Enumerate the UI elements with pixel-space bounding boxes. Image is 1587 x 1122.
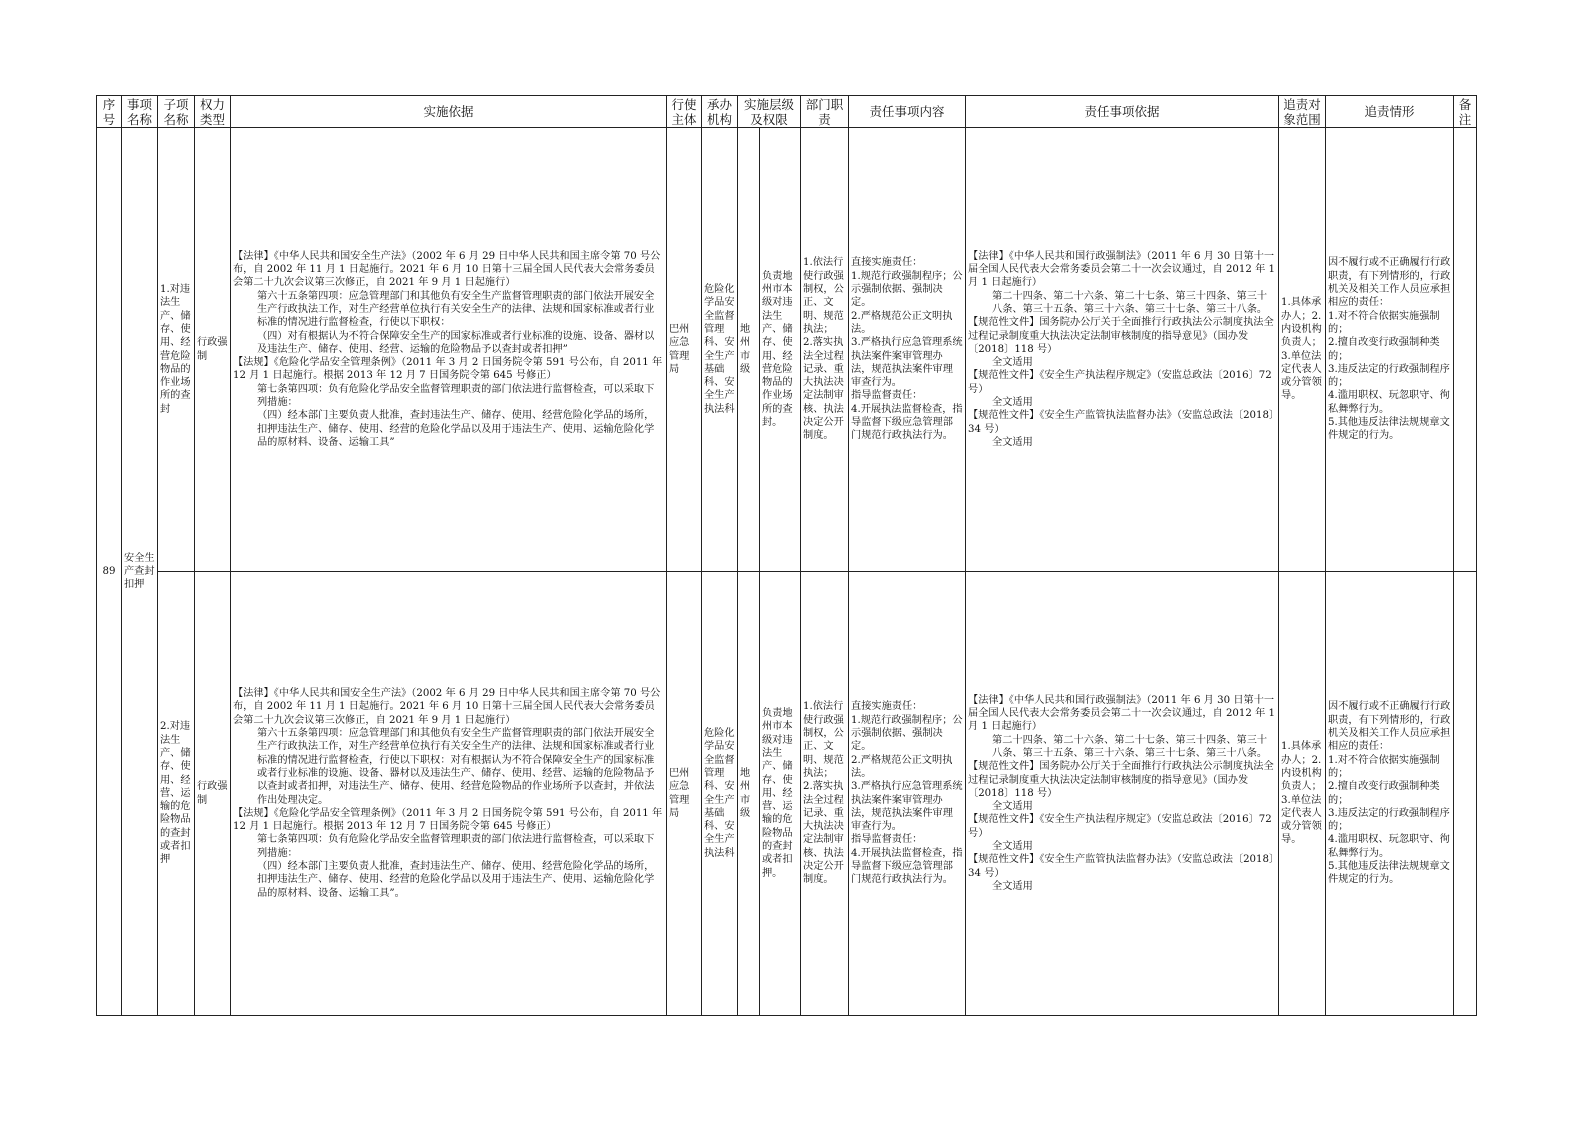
resp-basis-paragraph: 全文适用 — [992, 880, 1033, 892]
situation-cell — [1326, 128, 1454, 572]
header-scope: 追责对象范围 — [1279, 96, 1326, 128]
resp-content-line: 指导监督责任： — [851, 390, 923, 402]
resp-basis-paragraph: 【规范性文件】《安全生产执法程序规定》（安监总政法〔2016〕72 号） — [968, 370, 1272, 395]
table-row — [97, 572, 1477, 1016]
header-remark: 备注 — [1454, 96, 1477, 128]
sub-name-cell: 2.对违法生产、储存、使用、经营、运输的危险物品的查封或者扣押 — [158, 572, 195, 1016]
subject-cell: 巴州应急管理局 — [667, 128, 702, 572]
remark-cell — [1454, 572, 1477, 1016]
resp-basis-paragraph: 【规范性文件】《安全生产执法程序规定》（安监总政法〔2016〕72 号） — [968, 814, 1272, 839]
table-body — [97, 128, 1477, 1016]
power-list-table — [96, 95, 1477, 1016]
target-cell: 1.具体承办人；2.内设机构负责人；3.单位法定代表人或分管领导。 — [1279, 572, 1326, 1016]
header-duty: 部门职责 — [801, 96, 849, 128]
target-cell: 1.具体承办人；2.内设机构负责人；3.单位法定代表人或分管领导。 — [1279, 128, 1326, 572]
resp-content-cell — [849, 128, 966, 572]
subject-cell: 巴州应急管理局 — [667, 572, 702, 1016]
resp-content-line: 2.严格规范公正文明执法。 — [851, 310, 953, 335]
resp-basis-paragraph: 第二十四条、第二十六条、第二十七条、第三十四条、第三十八条、第三十五条、第三十六条、第三十七条、第三十八条。 — [992, 290, 1268, 315]
duty-cell: 1.依法行使行政强制权，公正、文明、规范执法； 2.落实执法全过程记录、重大执法决定法制审核、执法决定公开制度。 — [801, 128, 849, 572]
header-resp-basis: 责任事项依据 — [966, 96, 1279, 128]
org-cell: 危险化学品安全监督管理科、安全生产基础科、安全生产执法科 — [702, 128, 738, 572]
resp-basis-paragraph: 【法律】《中华人民共和国行政强制法》（2011 年 6 月 30 日第十一届全国人民代表大会常务委员会第二十一次会议通过，自 2012 年 1 月 1 日起施行） — [968, 694, 1276, 733]
situation-line: 1.对不符合依据实施强制的； — [1328, 310, 1440, 335]
resp-content-line: 直接实施责任： — [851, 257, 923, 269]
situation-line: 2.擅自改变行政强制种类的； — [1328, 337, 1440, 362]
resp-basis-paragraph: 全文适用 — [992, 357, 1033, 369]
basis-paragraph: 第六十五条第四项：应急管理部门和其他负有安全生产监督管理职责的部门依法开展安全生产行政执法工作，对生产经营单位执行有关安全生产的法律、法规和国家标准或者行业标准的情况进行监督检查，行使以下职权： — [257, 290, 655, 329]
level-cell: 地州市级 — [738, 572, 760, 1016]
header-basis: 实施依据 — [231, 96, 667, 128]
basis-cell — [231, 128, 667, 572]
header-situation: 追责情形 — [1326, 96, 1454, 128]
situation-line: 1.对不符合依据实施强制的； — [1328, 754, 1440, 779]
situation-line: 5.其他违反法律法规规章文件规定的行为。 — [1328, 860, 1450, 886]
resp-basis-paragraph: 【规范性文件】国务院办公厅关于全面推行行政执法公示制度执法全过程记录制度重大执法决定法制审核制度的指导意见》（国办发〔2018〕118 号） — [968, 761, 1274, 799]
power-type-cell: 行政强制 — [195, 572, 231, 1016]
resp-basis-cell — [966, 128, 1279, 572]
resp-basis-paragraph: 【规范性文件】《安全生产监管执法监督办法》（安监总政法〔2018〕34 号） — [968, 854, 1275, 879]
org-cell: 危险化学品安全监督管理科、安全生产基础科、安全生产执法科 — [702, 572, 738, 1016]
resp-content-line: 1.规范行政强制程序；公示强制依据、强制决定。 — [851, 714, 963, 753]
basis-paragraph: 【法规】《危险化学品安全管理条例》（2011 年 3 月 2 日国务院令第 591 号公布，自 2011 年 12 月 1 日起施行。根据 2013 年 12 月 7 日国务院令第 645 号修正） — [233, 357, 663, 382]
situation-line: 5.其他违反法律法规规章文件规定的行为。 — [1328, 416, 1450, 442]
basis-cell — [231, 572, 667, 1016]
power-type-cell: 行政强制 — [195, 128, 231, 572]
basis-paragraph: 【法律】《中华人民共和国安全生产法》（2002 年 6 月 29 日中华人民共和国主席令第 70 号公布，自 2002 年 11 月 1 日起施行。2021 年 6 月 10 日第十三届全国人民代表大会常务委员会第二十九次会议第三次修正，自 2021 年 9 月 1 日起施行） — [233, 688, 661, 726]
scope-text-cell: 负责地州市本级对违法生产、储存、使用、经营、运输的危险物品的查封或者扣押。 — [760, 572, 801, 1016]
situation-line: 4.滥用职权、玩忽职守、徇私舞弊行为。 — [1328, 834, 1450, 859]
resp-basis-paragraph: 全文适用 — [992, 801, 1033, 813]
resp-basis-paragraph: 全文适用 — [992, 841, 1033, 853]
header-no: 序号 — [97, 96, 122, 128]
item-no-cell: 89 — [97, 128, 122, 1016]
resp-content-cell — [849, 572, 966, 1016]
resp-content-line: 直接实施责任： — [851, 701, 923, 713]
basis-paragraph: 【法律】《中华人民共和国安全生产法》（2002 年 6 月 29 日中华人民共和国主席令第 70 号公布，自 2002 年 11 月 1 日起施行。2021 年 6 月 10 日第十三届全国人民代表大会常务委员会第二十九次会议第三次修正，自 2021 年 9 月 1 日起施行） — [233, 250, 661, 289]
resp-content-line: 2.严格规范公正文明执法。 — [851, 754, 953, 779]
scope-text-cell: 负责地州市本级对违法生产、储存、使用、经营危险物品的作业场所的查封。 — [760, 128, 801, 572]
situation-line: 2.擅自改变行政强制种类的； — [1328, 781, 1440, 806]
situation-line: 因不履行或不正确履行行政职责，有下列情形的，行政机关及相关工作人员应承担相应的责任： — [1328, 257, 1451, 309]
basis-paragraph: （四）经本部门主要负责人批准，查封违法生产、储存、使用、经营危险化学品的场所，扣押违法生产、储存、使用、经营的危险化学品以及用于违法生产、使用、运输危险化学品的原材料、设备、运输工具”。 — [257, 860, 655, 899]
resp-content-line: 3.严格执行应急管理系统执法案件案审管理办法，规范执法案件审理审查行为。 — [851, 781, 963, 833]
header-row — [97, 96, 1477, 128]
basis-paragraph: 【法规】《危险化学品安全管理条例》（2011 年 3 月 2 日国务院令第 591 号公布，自 2011 年 12 月 1 日起施行。根据 2013 年 12 月 7 日国务院令第 645 号修正） — [233, 807, 663, 833]
table-row — [97, 128, 1477, 572]
resp-content-line: 4.开展执法监督检查，指导监督下级应急管理部门规范行政执法行为。 — [851, 847, 963, 886]
resp-basis-paragraph: 【规范性文件】国务院办公厅关于全面推行行政执法公示制度执法全过程记录制度重大执法决定法制审核制度的指导意见》（国办发〔2018〕118 号） — [968, 317, 1274, 355]
resp-basis-paragraph: 全文适用 — [992, 436, 1033, 448]
resp-basis-paragraph: 全文适用 — [992, 397, 1033, 409]
situation-cell — [1326, 572, 1454, 1016]
resp-content-line: 指导监督责任： — [851, 834, 923, 846]
header-subject: 行使主体 — [667, 96, 702, 128]
resp-basis-paragraph: 【法律】《中华人民共和国行政强制法》（2011 年 6 月 30 日第十一届全国人民代表大会常务委员会第二十一次会议通过，自 2012 年 1 月 1 日起施行） — [968, 250, 1276, 289]
header-sub-name: 子项名称 — [158, 96, 195, 128]
resp-content-line: 3.严格执行应急管理系统执法案件案审管理办法，规范执法案件审理审查行为。 — [851, 337, 963, 389]
basis-paragraph: 第六十五条第四项：应急管理部门和其他负有安全生产监督管理职责的部门依法开展安全生产行政执法工作，对生产经营单位执行有关安全生产的法律、法规和国家标准或者行业标准的情况进行监督检查，行使以下职权：对有根据认为不符合保障安全生产的国家标准或者行业标准的设施、设备、器材以及违法生产、储存、使用、经营、运输的危险物品予以查封或者扣押，对违法生产、储存、使用、经营危险物品的作业场所予以查封，并依法作出处理决定。 — [257, 728, 655, 806]
resp-content-line: 1.规范行政强制程序；公示强制依据、强制决定。 — [851, 270, 963, 309]
basis-paragraph: 第七条第四项：负有危险化学品安全监督管理职责的部门依法进行监督检查，可以采取下列措施： — [257, 834, 655, 859]
header-item-name: 事项名称 — [122, 96, 158, 128]
header-resp-content: 责任事项内容 — [849, 96, 966, 128]
situation-line: 3.违反法定的行政强制程序的； — [1328, 807, 1450, 833]
situation-line: 因不履行或不正确履行行政职责，有下列情形的，行政机关及相关工作人员应承担相应的责任： — [1328, 701, 1451, 753]
resp-basis-paragraph: 第二十四条、第二十六条、第二十七条、第三十四条、第三十八条、第三十五条、第三十六条、第三十七条、第三十八条。 — [992, 734, 1268, 759]
header-power-type: 权力类型 — [195, 96, 231, 128]
level-cell: 地州市级 — [738, 128, 760, 572]
basis-paragraph: （四）对有根据认为不符合保障安全生产的国家标准或者行业标准的设施、设备、器材以及违法生产、储存、使用、经营、运输的危险物品予以查封或者扣押” — [257, 330, 655, 355]
remark-cell — [1454, 128, 1477, 572]
basis-paragraph: （四）经本部门主要负责人批准，查封违法生产、储存、使用、经营危险化学品的场所，扣押违法生产、储存、使用、经营的危险化学品以及用于违法生产、使用、运输危险化学品的原材料、设备、运输工具” — [257, 410, 655, 448]
resp-basis-cell — [966, 572, 1279, 1016]
resp-content-line: 4.开展执法监督检查，指导监督下级应急管理部门规范行政执法行为。 — [851, 403, 963, 442]
item-name-cell: 安全生产查封扣押 — [122, 128, 158, 1016]
situation-line: 3.违反法定的行政强制程序的； — [1328, 363, 1450, 389]
header-level: 实施层级及权限 — [738, 96, 801, 128]
resp-basis-paragraph: 【规范性文件】《安全生产监管执法监督办法》（安监总政法〔2018〕34 号） — [968, 410, 1275, 435]
sub-name-cell: 1.对违法生产、储存、使用、经营危险物品的作业场所的查封 — [158, 128, 195, 572]
basis-paragraph: 第七条第四项：负有危险化学品安全监督管理职责的部门依法进行监督检查，可以采取下列措施： — [257, 383, 655, 409]
header-org: 承办机构 — [702, 96, 738, 128]
duty-cell: 1.依法行使行政强制权，公正、文明、规范执法； 2.落实执法全过程记录、重大执法决定法制审核、执法决定公开制度。 — [801, 572, 849, 1016]
situation-line: 4.滥用职权、玩忽职守、徇私舞弊行为。 — [1328, 390, 1450, 415]
